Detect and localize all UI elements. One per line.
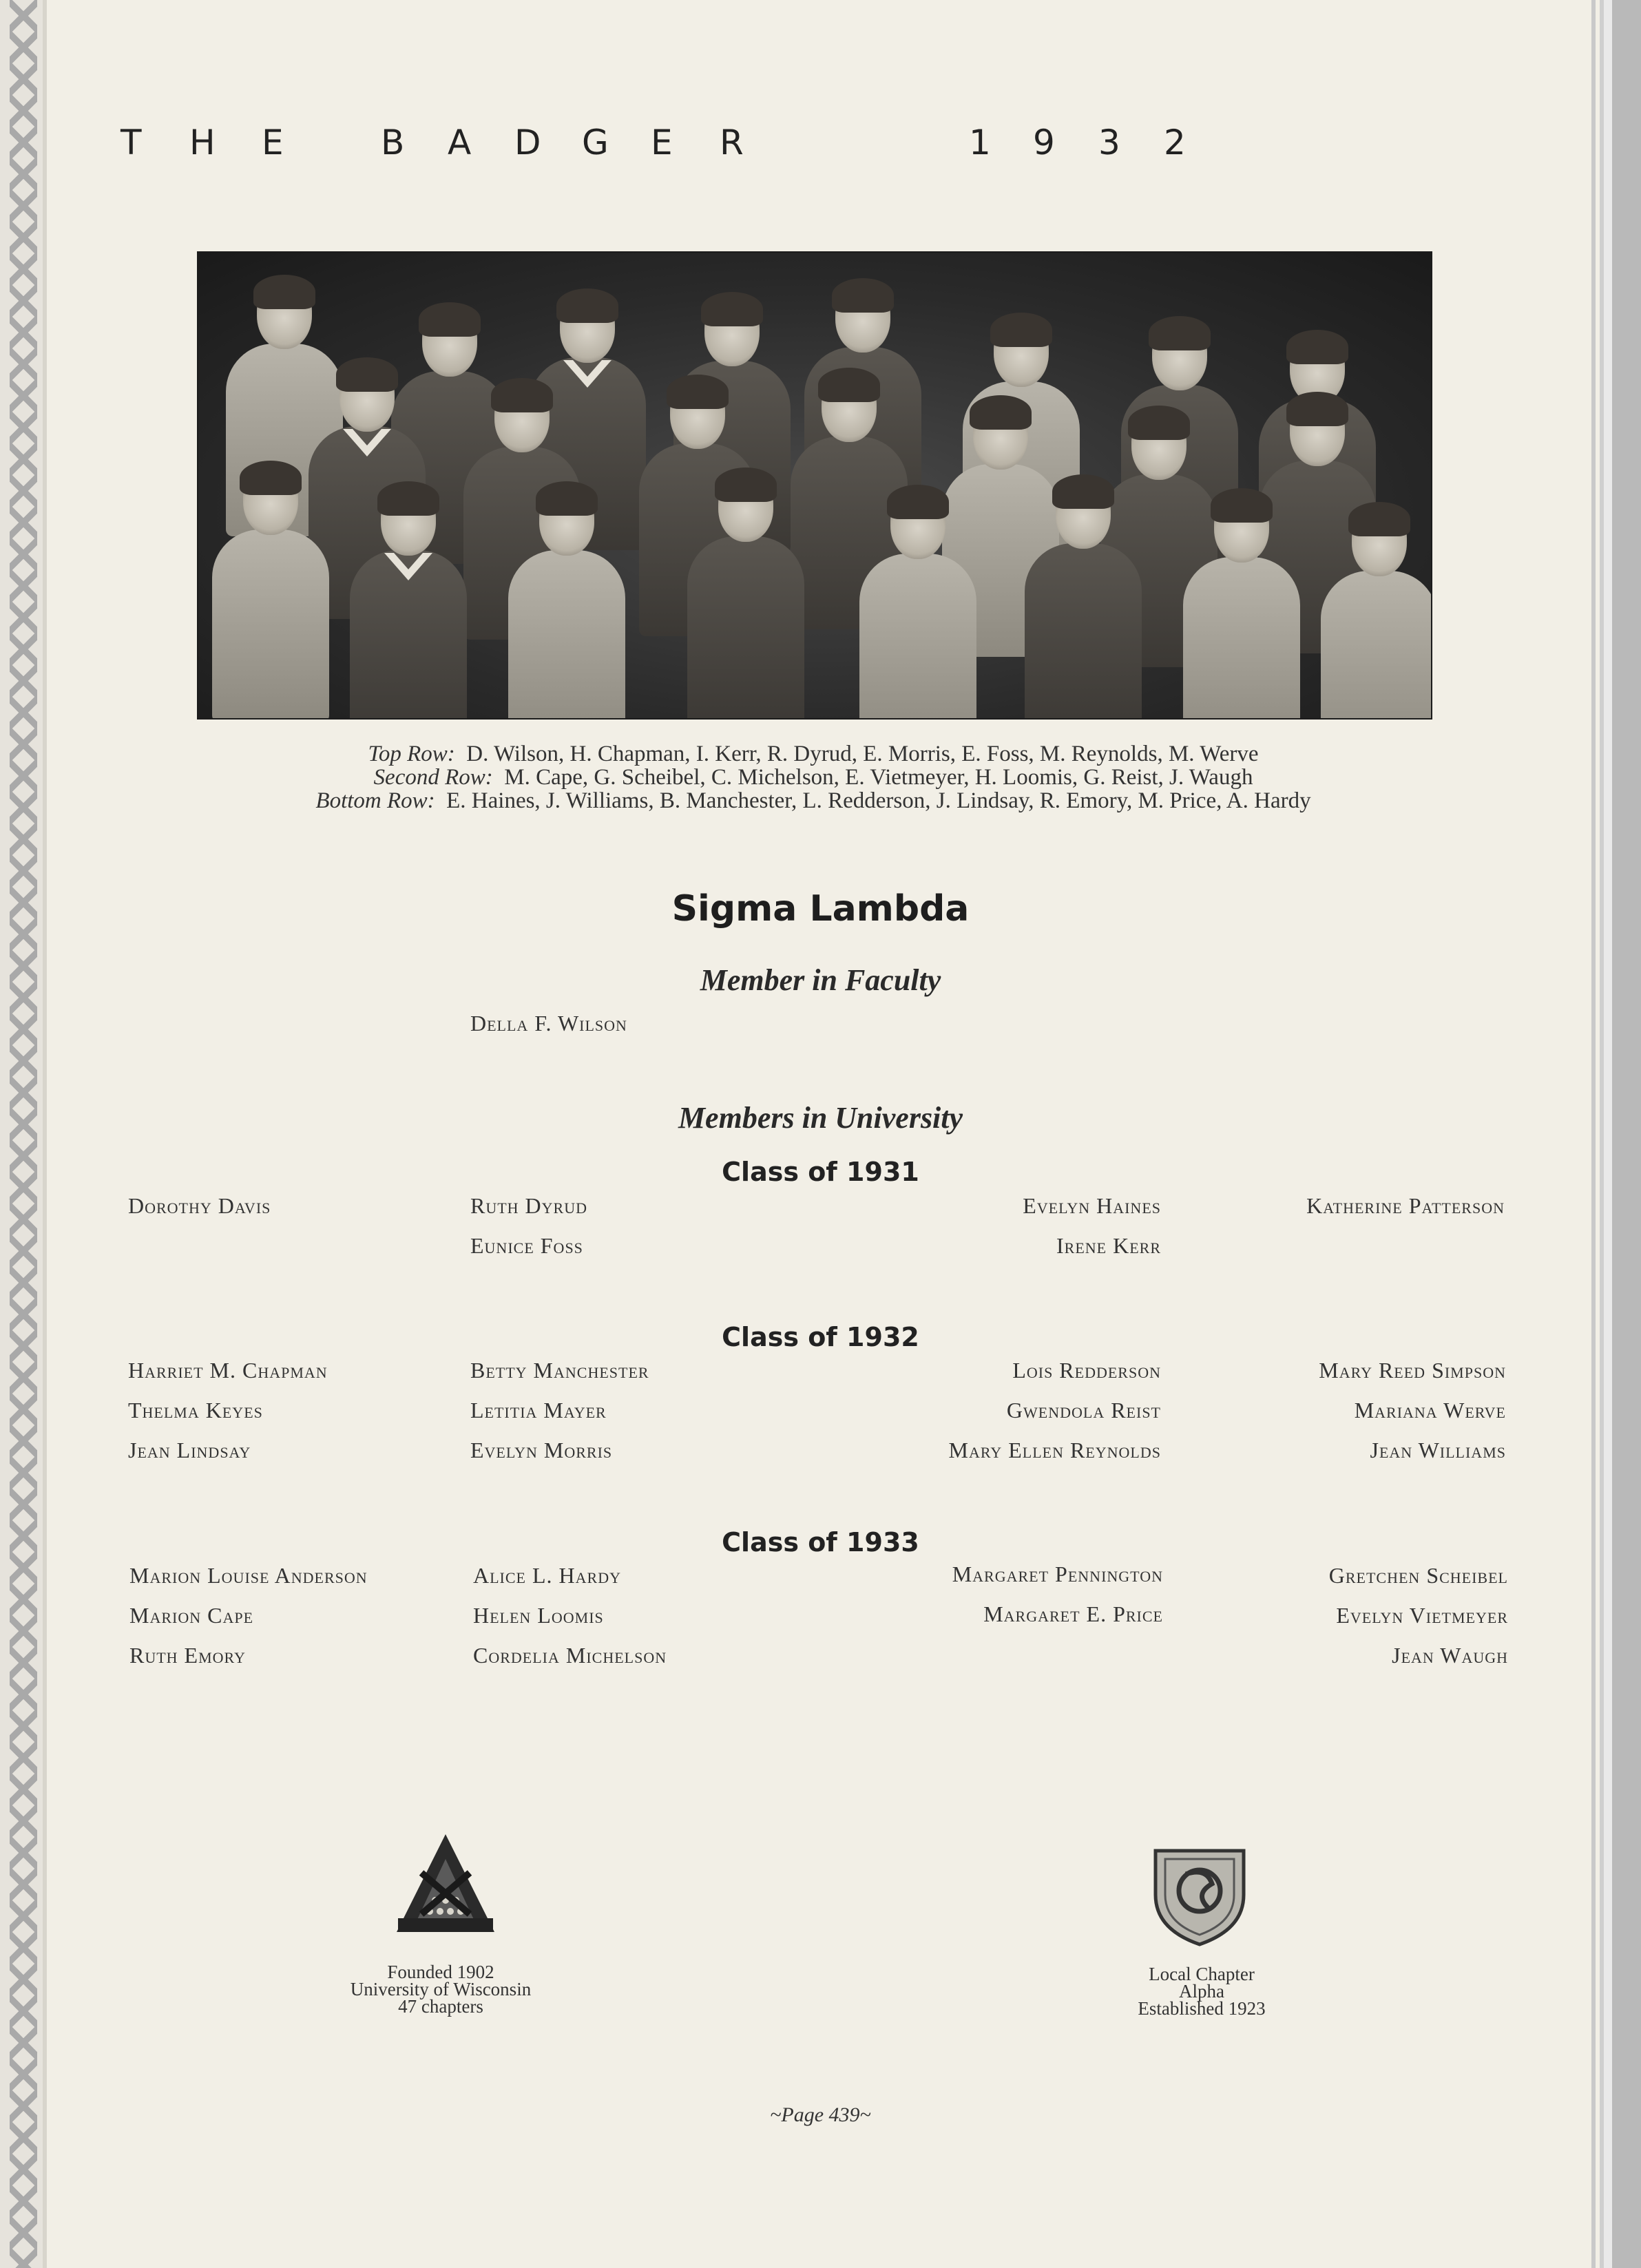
member-name: Jean Waugh [1392, 1643, 1508, 1668]
header-letter: T [121, 123, 142, 162]
member-name: Mary Reed Simpson [1319, 1358, 1506, 1383]
class-1932-heading: Class of 1932 [722, 1322, 919, 1352]
member-name: Mary Ellen Reynolds [948, 1438, 1161, 1462]
member-name: Mariana Werve [1354, 1398, 1506, 1422]
local-chapter-line: Local Chapter [1149, 1964, 1255, 1984]
photo-person [1335, 507, 1424, 720]
member-name: Ruth Emory [129, 1643, 246, 1668]
header-letter: B [381, 123, 405, 162]
member-name: Margaret Pennington [952, 1562, 1163, 1586]
local-chapter-line: Alpha [1179, 1981, 1224, 2002]
photo-person [1197, 494, 1286, 720]
founded-line: 47 chapters [398, 1996, 483, 2017]
sorority-badge-icon [394, 1831, 497, 1935]
member-name: Lois Redderson [1012, 1358, 1161, 1383]
header-letter: E [262, 123, 284, 162]
member-name: Evelyn Morris [470, 1438, 613, 1462]
member-name: Margaret E. Price [983, 1602, 1163, 1626]
header-year-digit: 1 [969, 123, 991, 162]
faculty-member: Della F. Wilson [470, 1011, 627, 1036]
faculty-heading: Member in Faculty [700, 963, 941, 997]
caption-names: M. Cape, G. Scheibel, C. Michelson, E. Vietmeyer, H. Loomis, G. Reist, J. Waugh [504, 765, 1253, 790]
photo-caption [197, 742, 1430, 812]
member-name: Katherine Patterson [1306, 1193, 1505, 1218]
member-name: Gwendola Reist [1006, 1398, 1161, 1422]
photo-person [522, 487, 612, 720]
header-year-digit: 3 [1098, 123, 1120, 162]
caption-label: Bottom Row: [315, 788, 435, 813]
member-name: Dorothy Davis [128, 1193, 271, 1218]
member-name: Eunice Foss [470, 1233, 583, 1258]
local-chapter-line: Established 1923 [1138, 1998, 1266, 2019]
member-name: Betty Manchester [470, 1358, 649, 1383]
local-chapter-info [1102, 1966, 1302, 2017]
caption-second-row [197, 766, 1430, 789]
group-photo [197, 251, 1432, 720]
founded-info [324, 1964, 558, 2015]
header-letter: D [514, 123, 541, 162]
member-name: Jean Williams [1370, 1438, 1506, 1462]
header-letter: E [651, 123, 673, 162]
header-letter: R [720, 123, 744, 162]
member-name: Letitia Mayer [470, 1398, 607, 1422]
member-name: Evelyn Vietmeyer [1336, 1603, 1508, 1628]
caption-names: E. Haines, J. Williams, B. Manchester, L. Redderson, J. Lindsay, R. Emory, M. Price, A. Hardy [446, 788, 1311, 813]
header-letter: H [189, 123, 216, 162]
header-year-digit: 2 [1164, 123, 1186, 162]
founded-line: Founded 1902 [387, 1962, 494, 1982]
member-name: Marion Louise Anderson [129, 1563, 368, 1588]
photo-person [226, 466, 315, 714]
caption-label: Second Row: [373, 765, 493, 790]
member-name: Gretchen Scheibel [1328, 1563, 1508, 1588]
member-name: Ruth Dyrud [470, 1193, 588, 1218]
photo-person [364, 487, 453, 720]
member-name: Marion Cape [129, 1603, 254, 1628]
caption-names: D. Wilson, H. Chapman, I. Kerr, R. Dyrud, E. Morris, E. Foss, M. Reynolds, M. Werve [466, 742, 1259, 766]
class-1931-heading: Class of 1931 [722, 1157, 919, 1187]
header-letter: A [448, 123, 472, 162]
header-letter: G [582, 123, 609, 162]
chapter-crest-icon [1151, 1847, 1248, 1947]
photo-person [873, 490, 963, 720]
caption-bottom-row [197, 789, 1430, 812]
photo-person [1038, 480, 1128, 720]
page-number: ~Page 439~ [770, 2103, 871, 2126]
page-title: Sigma Lambda [671, 888, 970, 930]
member-name: Jean Lindsay [128, 1438, 251, 1462]
caption-top-row [197, 742, 1430, 766]
class-1933-heading: Class of 1933 [722, 1527, 919, 1557]
university-heading: Members in University [678, 1101, 963, 1135]
header-year-digit: 9 [1033, 123, 1055, 162]
member-name: Irene Kerr [1056, 1233, 1161, 1258]
member-name: Thelma Keyes [128, 1398, 263, 1422]
caption-label: Top Row: [368, 742, 455, 766]
member-name: Alice L. Hardy [473, 1563, 621, 1588]
member-name: Helen Loomis [473, 1603, 604, 1628]
member-name: Cordelia Michelson [473, 1643, 667, 1668]
founded-line: University of Wisconsin [350, 1979, 532, 1999]
member-name: Harriet M. Chapman [128, 1358, 328, 1383]
photo-person [701, 473, 791, 720]
member-name: Evelyn Haines [1023, 1193, 1161, 1218]
